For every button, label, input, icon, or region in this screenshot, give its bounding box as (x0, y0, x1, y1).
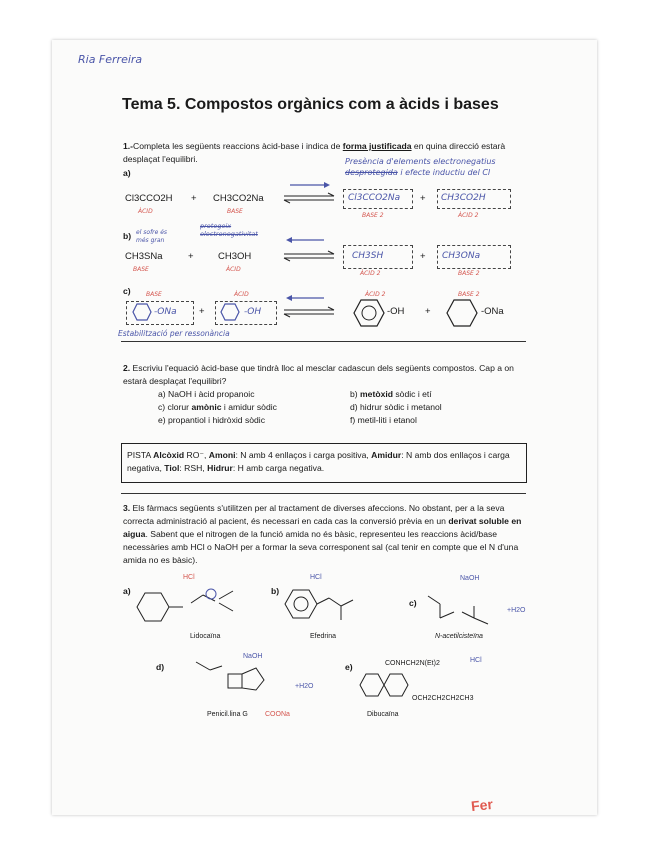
product-coona-d: COONa (265, 711, 290, 718)
drug-name-d: Penicil.lina G (207, 711, 248, 718)
cyclohexane-ring-icon (445, 298, 479, 328)
q1-text-b: forma justificada (342, 141, 412, 151)
q1-number: 1.- (123, 141, 134, 151)
label-acid2-c: ÀCID 2 (365, 291, 386, 298)
q2-c1: c) clorur (158, 402, 192, 412)
q1-text-a: Completa les següents reaccions àcid-base i indica de (133, 141, 341, 151)
reactant-a2: CH3CO2Na (213, 193, 264, 204)
drug-name-a: Lidocaïna (190, 633, 221, 640)
reactant-b2: CH3OH (218, 251, 252, 262)
label-acid2-a: ÀCID 2 (458, 212, 479, 219)
divider-2 (121, 493, 526, 494)
equilibrium-arrow-b (282, 235, 342, 265)
hint-t6: Amidur (371, 450, 402, 460)
q2-number: 2. (123, 363, 131, 373)
label-drug-e: e) (345, 662, 353, 672)
ephedrine-structure-icon (283, 582, 363, 632)
reagent-hcl-a: HCl (183, 574, 195, 581)
label-base2-c: BASE 2 (458, 291, 480, 298)
q3-t1: Els fàrmacs següents s'utilitzen per al tractament de diverses afeccions. No obstant, per a la seva correcta administració al pacient, és necessari en cada cas la conversió prèvia en un (123, 503, 505, 526)
label-acid2-b: ÀCID 2 (360, 270, 381, 277)
cyclohexane-ring-icon (132, 303, 152, 321)
plus-a1: + (191, 193, 197, 204)
reagent-hcl-e: HCl (470, 657, 482, 664)
cyclohexane-ring-icon (220, 303, 240, 321)
note-b2: més gran (136, 237, 165, 244)
product-water-c: +H2O (507, 607, 526, 614)
question-3 (123, 502, 527, 567)
label-base2-b: BASE 2 (458, 270, 480, 277)
equilibrium-arrow-a (282, 180, 342, 206)
question-2 (123, 362, 527, 388)
label-base-a: BASE (227, 208, 243, 215)
reagent-naoh-c: NaOH (460, 575, 480, 582)
product-c3: -OH (387, 306, 405, 317)
q2-b2: metòxid (360, 389, 393, 399)
q2-item-d: d) hidrur sòdic i metanol (350, 402, 442, 412)
label-base-c: BASE (146, 291, 162, 298)
product-c2: -OH (244, 307, 262, 317)
hint-t8: Tiol (164, 463, 180, 473)
plus-b2: + (420, 251, 426, 262)
note-b3: protegeix (200, 222, 232, 230)
label-drug-b: b) (271, 586, 280, 596)
product-a2: CH3CO2H (441, 193, 486, 203)
divider-1 (121, 341, 526, 342)
q2-c2: amònic (191, 402, 222, 412)
dibucaine-ether: OCH2CH2CH2CH3 (412, 695, 474, 702)
drug-name-c: N-acetilcisteïna (435, 633, 483, 640)
product-c4: -ONa (481, 306, 504, 317)
student-name: Ria Ferreira (78, 53, 143, 66)
q2-item-c (158, 401, 277, 414)
q2-text: Escriviu l'equació àcid-base que tindrà lloc al mesclar cadascun dels següents compostos. Cap a on estarà desplaçat l'equilibri? (123, 363, 514, 386)
q3-number: 3. (123, 503, 131, 513)
page-title: Tema 5. Compostos orgànics com a àcids i bases (122, 96, 499, 113)
reagent-naoh-d: NaOH (243, 653, 263, 660)
note-b4: electronegativitat (200, 230, 258, 238)
q2-b3: sòdic i etí (392, 389, 432, 399)
plus-c2: + (425, 306, 431, 317)
q3-t3: . Sabent que el nitrogen de la funció amida no és bàsic, representeu les reaccions àcid/base necessàries amb HCl o NaOH per a formar la seva corresponent sal (cal tenir en compte que el N d'una amida no es bàsic). (123, 529, 519, 565)
plus-b1: + (188, 251, 194, 262)
plus-a2: + (420, 193, 426, 204)
hint-t2: Alcòxid (153, 450, 185, 460)
hint-t9: : RSH, (179, 463, 205, 473)
dibucaine-structure-icon (358, 668, 428, 708)
label-c: c) (123, 286, 131, 296)
note-crossed: desprotegida (345, 168, 398, 177)
hint-t1: PISTA (127, 450, 151, 460)
q3-t2: derivat soluble en aigua (123, 516, 522, 539)
product-b1: CH3SH (352, 251, 384, 261)
label-acid-a: ÀCID (138, 208, 153, 215)
phenol-ring-icon (352, 298, 386, 328)
q1-text-c: en quina direcció estarà desplaçat l'equilibri. (123, 141, 506, 164)
label-b: b) (123, 231, 132, 241)
note-resonance: Estabilització per ressonància (118, 329, 230, 338)
q2-item-a: a) NaOH i àcid propanoic (158, 389, 255, 399)
label-base-b: BASE (133, 266, 149, 273)
drug-name-b: Efedrina (310, 633, 337, 640)
label-drug-d: d) (156, 662, 165, 672)
hint-t11: : H amb carga negativa. (232, 463, 325, 473)
label-drug-a: a) (123, 586, 131, 596)
q2-item-b (350, 388, 432, 401)
hint-t5: : N amb 4 enllaços i carga positiva, (235, 450, 369, 460)
product-water-d: +H2O (295, 683, 314, 690)
reagent-hcl-b: HCl (310, 574, 322, 581)
q2-item-e: e) propantiol i hidròxid sòdic (158, 415, 266, 425)
note-scribble (200, 222, 258, 238)
note-b1: el sofre és (136, 229, 168, 236)
label-a: a) (123, 168, 131, 178)
note-electronegative (345, 156, 545, 178)
hint-t7: : N amb dos enllaços i carga negativa, (127, 450, 510, 473)
q2-c3: i amidur sòdic (221, 402, 277, 412)
note-line-2: i efecte inductiu del Cl (400, 168, 491, 177)
note-sulfur (136, 229, 167, 245)
reactant-b1: CH3SNa (125, 251, 163, 262)
q2-item-f: f) metil-liti i etanol (350, 415, 417, 425)
hint-t3: RO⁻, (184, 450, 207, 460)
product-b2: CH3ONa (442, 251, 481, 261)
dibucaine-sidechain: CONHCH2N(Et)2 (385, 660, 440, 667)
product-c1: -ONa (154, 307, 177, 317)
label-acid-b: ÀCID (226, 266, 241, 273)
drug-name-e: Dibucaïna (367, 711, 399, 718)
hint-text (127, 449, 523, 475)
penicillin-structure-icon (176, 654, 286, 709)
label-drug-c: c) (409, 598, 417, 608)
hint-t10: Hidrur (207, 463, 233, 473)
product-a1: Cl3CCO2Na (348, 193, 401, 203)
equilibrium-arrow-c (282, 293, 342, 321)
plus-c1: + (199, 306, 205, 317)
note-line-1: Presència d'elements electronegatius (345, 157, 496, 166)
q2-b1: b) (350, 389, 361, 399)
label-acid-c: ÀCID (234, 291, 249, 298)
lidocaine-structure-icon (133, 577, 253, 635)
hint-t4: Amoni (208, 450, 236, 460)
background-print: Fer (470, 795, 494, 815)
reactant-a1: Cl3CCO2H (125, 193, 173, 204)
acetylcysteine-structure-icon (420, 588, 500, 633)
label-base2-a: BASE 2 (362, 212, 384, 219)
